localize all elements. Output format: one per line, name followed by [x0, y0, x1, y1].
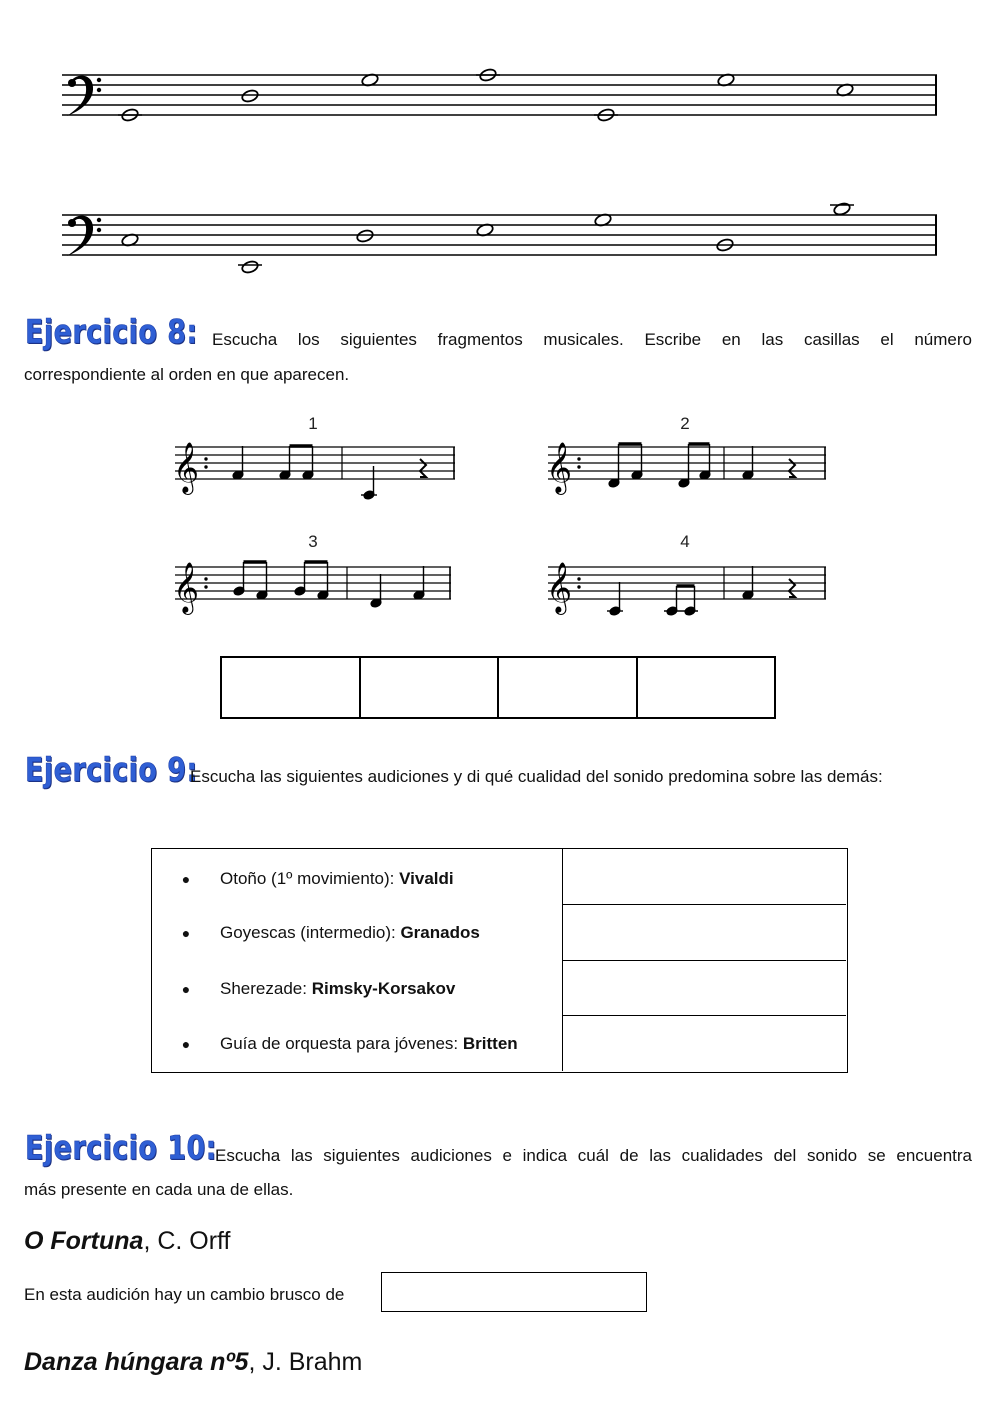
audition-composer: Granados [400, 922, 480, 942]
exercise-10-instruction-cont: más presente en cada una de ellas. [24, 1180, 294, 1199]
fragment-number-2: 2 [680, 414, 690, 433]
treble-clef-icon: 𝄞 [546, 562, 573, 613]
exercise-8-heading: Ejercicio 8: [25, 312, 198, 351]
piece-2-composer: , J. Brahm [248, 1348, 363, 1376]
audition-answer-cell[interactable] [564, 849, 846, 904]
bass-staff-1 [0, 55, 1000, 145]
treble-fragment-2 [543, 430, 843, 510]
treble-clef-icon: 𝄞 [173, 442, 200, 493]
bass-staff-2 [0, 195, 1000, 285]
piece-2-heading [24, 1348, 362, 1377]
whole-note [241, 260, 259, 275]
audition-composer: Vivaldi [399, 868, 454, 888]
bass-clef-icon [67, 216, 101, 256]
whole-note [356, 229, 374, 244]
exercise-8-instruction-cont: correspondiente al orden en que aparecen. [24, 365, 350, 384]
fragment-number-4: 4 [680, 532, 690, 551]
audition-work: Otoño (1º movimiento): [220, 868, 400, 888]
whole-note [241, 89, 259, 104]
audition-composer: Rimsky-Korsakov [311, 978, 456, 998]
exercise-9-heading: Ejercicio 9: [25, 750, 198, 789]
treble-fragment-3 [170, 550, 470, 630]
order-answer-boxes [220, 656, 776, 719]
treble-clef-icon: 𝄞 [546, 442, 573, 493]
audition-work: Goyescas (intermedio): [220, 922, 401, 942]
piece-1-title: O Fortuna [24, 1227, 144, 1255]
bullet-icon: ● [181, 870, 191, 887]
exercise-10-heading: Ejercicio 10: [25, 1128, 217, 1167]
audition-row [152, 1016, 562, 1071]
treble-fragment-4 [543, 550, 843, 630]
fragment-number-1: 1 [308, 414, 318, 433]
audition-work: Guía de orquesta para jóvenes: [220, 1033, 463, 1053]
audition-row [152, 961, 562, 1016]
piece-1-prompt: En esta audición hay un cambio brusco de [24, 1285, 345, 1304]
piece-1-heading [24, 1227, 231, 1256]
audition-composer: Britten [462, 1033, 518, 1053]
order-answer-box-1[interactable] [220, 656, 361, 719]
piece-1-composer: , C. Orff [143, 1227, 231, 1255]
whole-note [833, 202, 851, 217]
piece-1-answer-box[interactable] [381, 1272, 647, 1312]
audition-row [152, 905, 562, 960]
exercise-10-instruction: Escucha las siguientes audiciones e indica cuál de las cualidades del sonido se encuentra [215, 1146, 972, 1165]
bullet-icon: ● [181, 1035, 191, 1052]
audition-work: Sherezade: [220, 978, 312, 998]
bullet-icon: ● [181, 980, 191, 997]
exercise-8-instruction: Escucha los siguientes fragmentos musicales. Escribe en las casillas el número [212, 330, 972, 349]
piece-2-title: Danza húngara nº5 [24, 1348, 249, 1376]
exercise-9-instruction: Escucha las siguientes audiciones y di qué cualidad del sonido predomina sobre las demás: [190, 767, 883, 786]
audition-answer-cell[interactable] [564, 961, 846, 1015]
treble-clef-icon: 𝄞 [173, 562, 200, 613]
order-answer-box-3[interactable] [497, 656, 638, 719]
treble-fragment-1 [170, 430, 470, 510]
order-answer-box-2[interactable] [359, 656, 499, 719]
bullet-icon: ● [181, 924, 191, 941]
audition-table [151, 848, 848, 1073]
order-answer-box-4[interactable] [636, 656, 776, 719]
audition-row [152, 851, 562, 906]
audition-answer-cell[interactable] [564, 1016, 846, 1071]
audition-answer-cell[interactable] [564, 905, 846, 960]
fragment-number-3: 3 [308, 532, 318, 551]
bass-clef-icon [67, 76, 101, 116]
